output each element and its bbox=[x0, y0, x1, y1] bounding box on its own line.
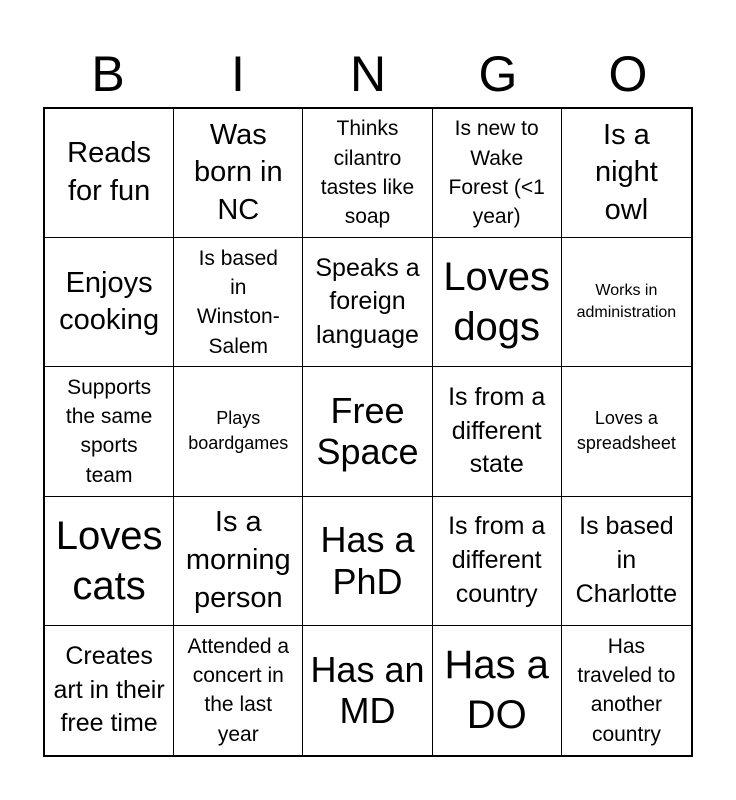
cell-text: Plays boardgames bbox=[188, 408, 289, 454]
bingo-cell[interactable] bbox=[303, 626, 432, 755]
cell-text: Was born in NC bbox=[193, 118, 283, 226]
bingo-cell[interactable] bbox=[433, 497, 562, 626]
cell-text: Is a night owl bbox=[594, 118, 658, 226]
bingo-cell[interactable] bbox=[174, 367, 303, 496]
bingo-cell[interactable] bbox=[303, 238, 432, 367]
cell-text: Is a morning person bbox=[185, 506, 291, 614]
bingo-board bbox=[43, 107, 693, 757]
bingo-cell[interactable] bbox=[433, 238, 562, 367]
cell-text: Is new to Wake Forest (<1 year) bbox=[448, 117, 545, 229]
bingo-cell[interactable] bbox=[433, 367, 562, 496]
bingo-cell[interactable] bbox=[433, 109, 562, 238]
cell-text: Supports the same sports team bbox=[65, 375, 153, 487]
bingo-cell[interactable] bbox=[174, 626, 303, 755]
cell-text: Loves dogs bbox=[443, 255, 551, 350]
bingo-cell[interactable] bbox=[45, 497, 174, 626]
header-letter-i: I bbox=[231, 46, 245, 102]
bingo-cell[interactable] bbox=[562, 238, 691, 367]
bingo-cell[interactable] bbox=[562, 367, 691, 496]
bingo-cell[interactable] bbox=[45, 626, 174, 755]
bingo-cell[interactable] bbox=[45, 109, 174, 238]
bingo-cell[interactable] bbox=[562, 497, 691, 626]
cell-text: Free Space bbox=[316, 390, 419, 473]
bingo-cell[interactable] bbox=[45, 238, 174, 367]
header-letter-o: O bbox=[608, 46, 648, 102]
cell-text: Thinks cilantro tastes like soap bbox=[320, 117, 415, 229]
cell-text: Reads for fun bbox=[67, 137, 151, 208]
cell-text: Is from a different country bbox=[448, 512, 546, 608]
header-letter-n: N bbox=[349, 46, 387, 102]
cell-text: Has a DO bbox=[444, 643, 549, 738]
bingo-cell[interactable] bbox=[303, 109, 432, 238]
cell-text: Works in administration bbox=[576, 281, 677, 322]
free-space-cell[interactable] bbox=[303, 367, 432, 496]
bingo-cell[interactable] bbox=[562, 109, 691, 238]
bingo-cell[interactable] bbox=[303, 497, 432, 626]
cell-text: Is from a different state bbox=[448, 382, 546, 479]
cell-text: Enjoys cooking bbox=[59, 266, 160, 337]
cell-text: Loves cats bbox=[55, 513, 163, 608]
bingo-cell[interactable] bbox=[45, 367, 174, 496]
bingo-cell[interactable] bbox=[562, 626, 691, 755]
bingo-cell[interactable] bbox=[174, 497, 303, 626]
cell-text: Has an MD bbox=[310, 649, 425, 732]
header-letter-g: G bbox=[478, 46, 518, 102]
header-letter-b: B bbox=[91, 46, 125, 102]
cell-text: Has a PhD bbox=[320, 519, 415, 602]
bingo-cell[interactable] bbox=[174, 109, 303, 238]
cell-text: Is based in Winston-Salem bbox=[196, 246, 280, 358]
cell-text: Creates art in their free time bbox=[53, 641, 165, 738]
cell-text: Speaks a foreign language bbox=[315, 253, 420, 350]
bingo-header bbox=[43, 40, 693, 108]
cell-text: Loves a spreadsheet bbox=[576, 408, 676, 454]
cell-text: Has traveled to another country bbox=[577, 634, 676, 746]
cell-text: Is based in Charlotte bbox=[575, 512, 678, 608]
cell-text: Attended a concert in the last year bbox=[187, 634, 290, 746]
bingo-cell[interactable] bbox=[433, 626, 562, 755]
bingo-cell[interactable] bbox=[174, 238, 303, 367]
